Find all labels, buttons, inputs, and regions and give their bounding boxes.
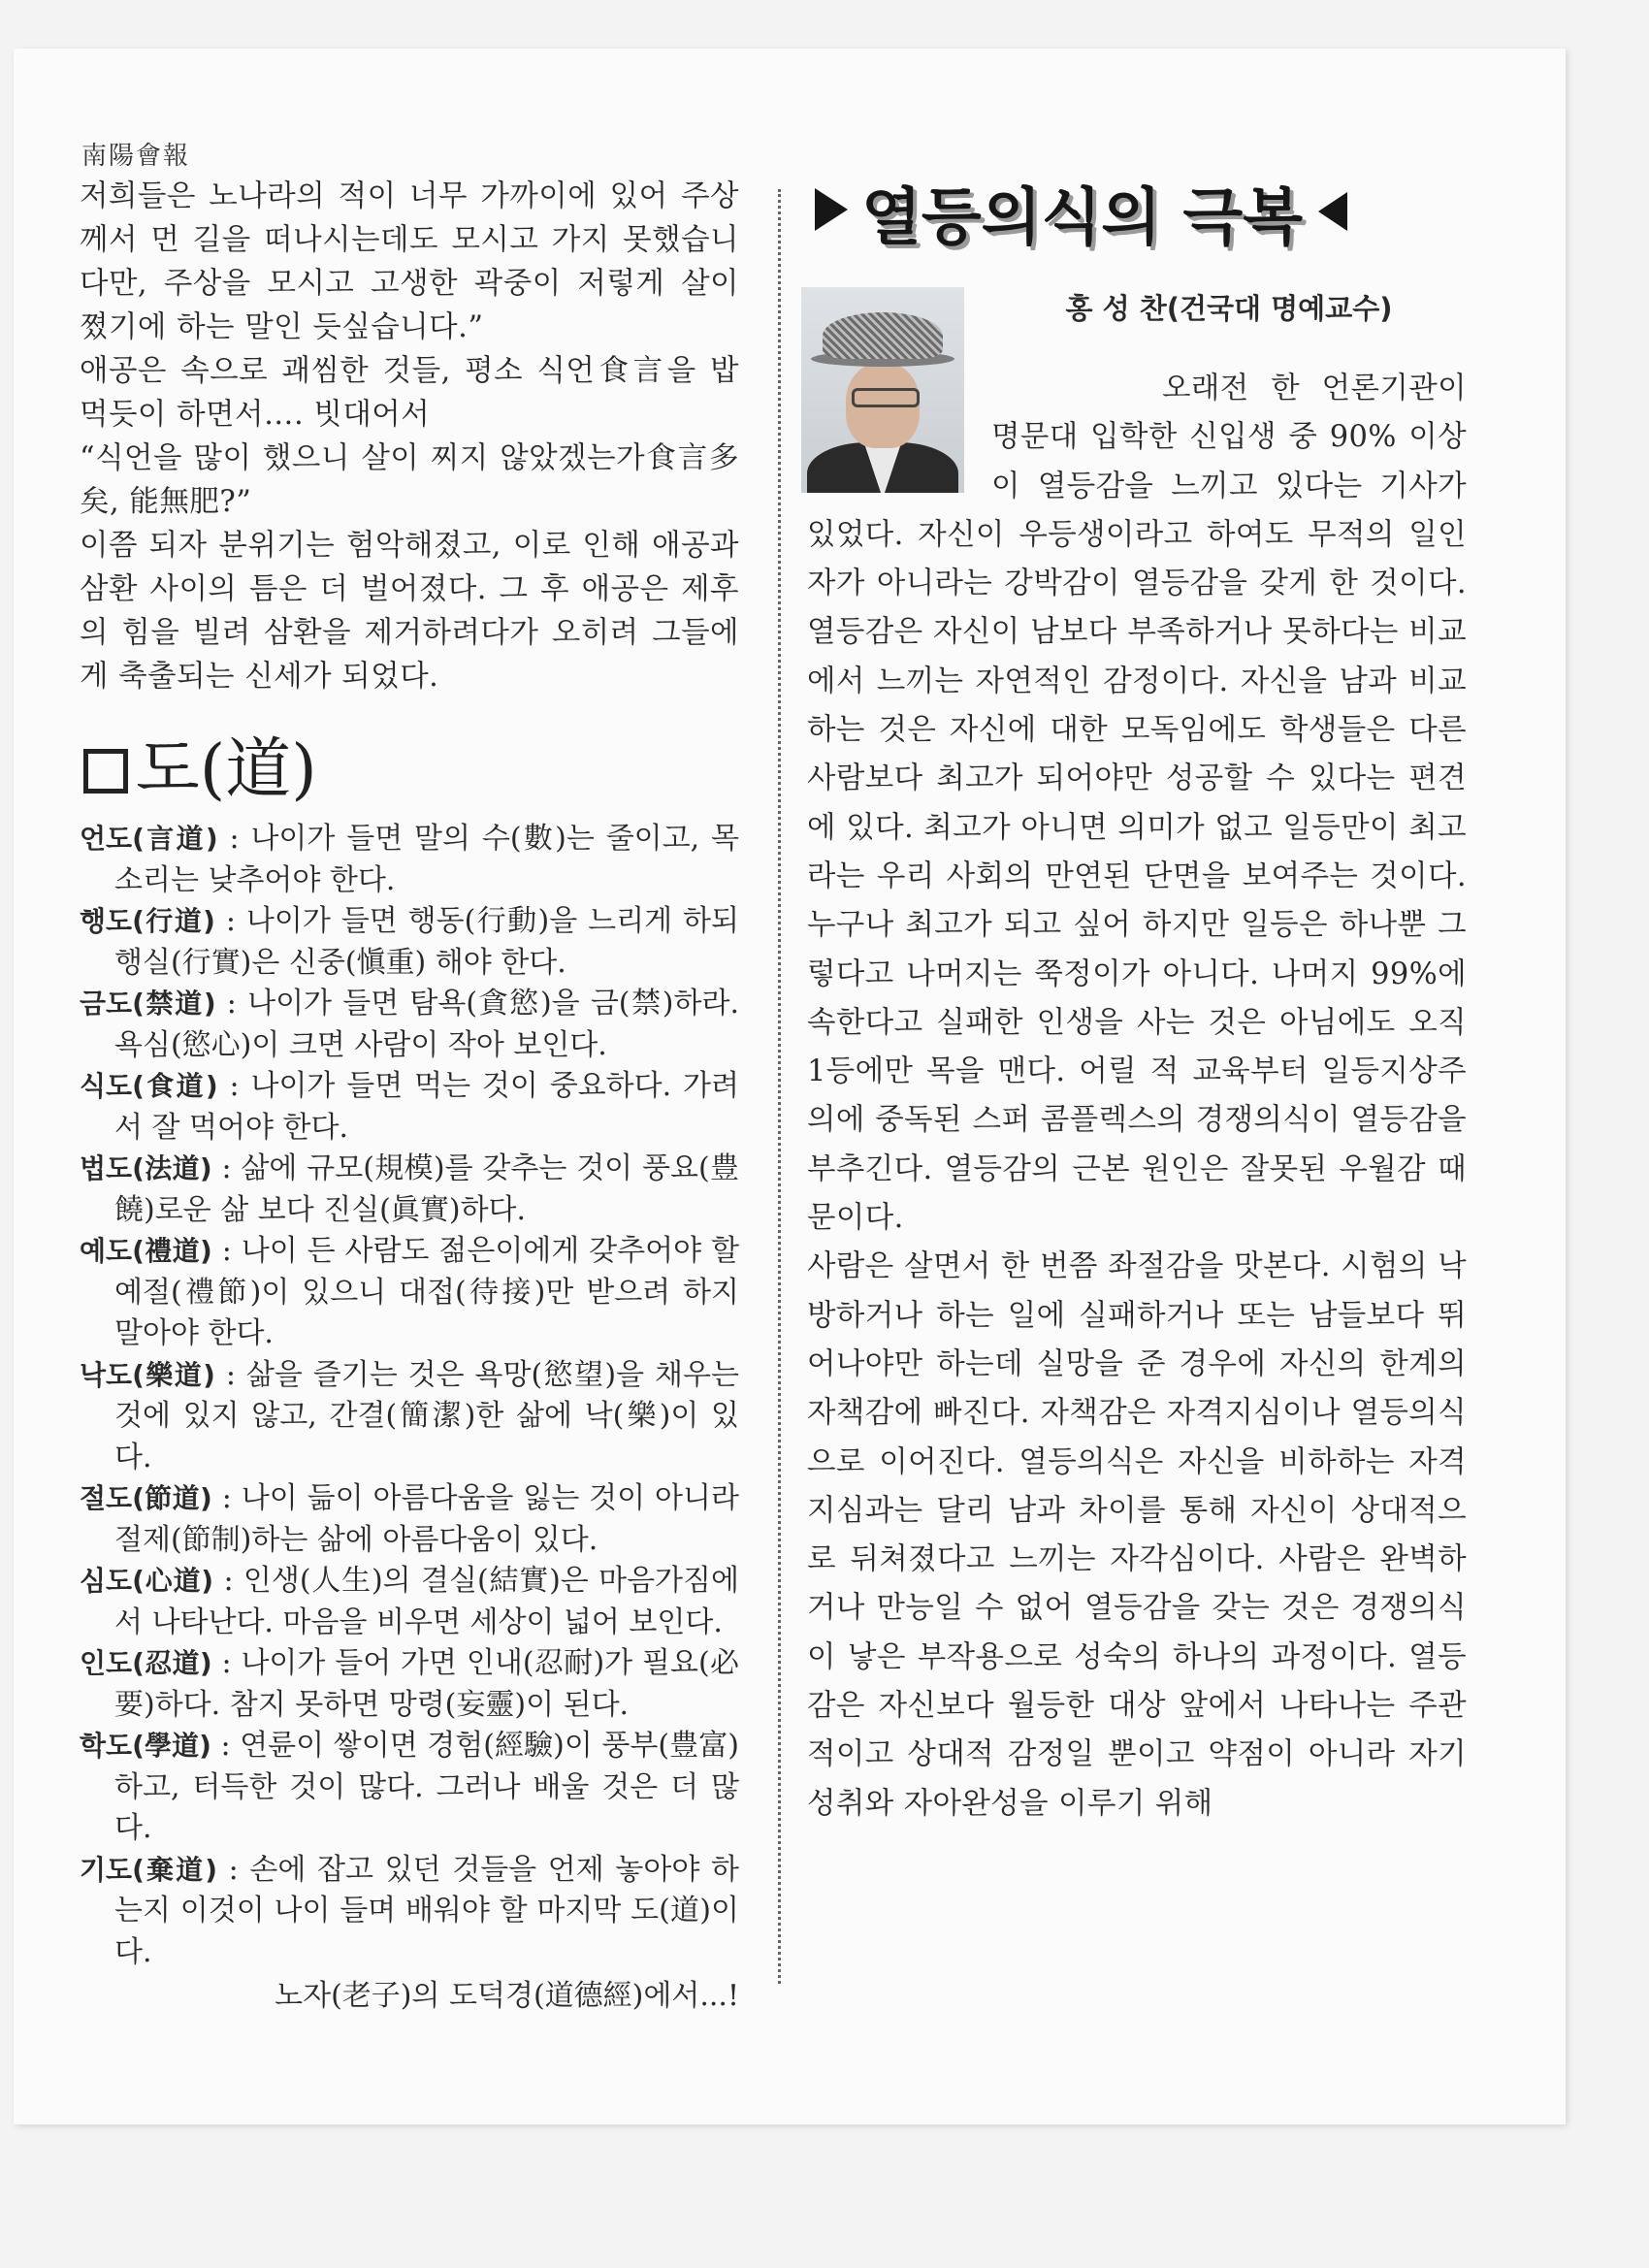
dao-text: : 연륜이 쌓이면 경험(經驗)이 풍부(豊富)하고, 터득한 것이 많다. 그러나 배울 것은 더 많다. [114, 1729, 739, 1845]
triangle-left-icon [1318, 192, 1347, 231]
triangle-right-icon [815, 188, 848, 231]
dao-item [80, 1149, 739, 1231]
dao-item [80, 1066, 739, 1149]
headline-text: 열등의식의 극복 [861, 182, 1304, 254]
dao-item [80, 1643, 739, 1726]
dao-text: : 나이가 들면 탐욕(貪慾)을 금(禁)하라. 욕심(慾心)이 크면 사람이 작아 보인다. [114, 987, 739, 1062]
dao-item [80, 901, 739, 984]
intro-paragraph-1: 저희들은 노나라의 적이 너무 가까이에 있어 주상께서 먼 길을 떠나시는데도 모시고 가지 못했습니다만, 주상을 모시고 고생한 곽중이 저렇게 살이 쪘기에 하는 말인 듯싶습니다.” [80, 179, 739, 344]
dao-text: : 삶을 즐기는 것은 욕망(慾望)을 채우는 것에 있지 않고, 간결(簡潔)한 삶에 낙(樂)이 있다. [114, 1357, 739, 1474]
dao-term: 심도(心道) [80, 1565, 214, 1597]
dao-term: 식도(食道) [80, 1070, 218, 1102]
dao-term: 낙도(樂道) [80, 1358, 215, 1391]
dao-item [80, 1850, 739, 1974]
dao-text: : 나이가 들면 행동(行動)을 느리게 하되 행실(行實)은 신중(愼重) 해야 한다. [114, 904, 739, 980]
dao-text: : 나이가 들면 먹는 것이 중요하다. 가려서 잘 먹어야 한다. [114, 1069, 739, 1145]
author-photo [801, 287, 964, 493]
dao-term: 행도(行道) [80, 905, 215, 937]
section-title [83, 731, 739, 809]
article-paragraph-1: 오래전 한 언론기관이 명문대 입학한 신입생 중 90% 이상이 열등감을 느끼고 있다는 기사가 있었다. 자신이 우등생이라고 하여도 무적의 일인자가 아니라는 강박감이 열등감을 갖게 한 것이다. 열등감은 자신이 남보다 부족하거나 못하다는 비교에서 느끼는 자연적인 감정이다. 자신을 남과 비교하는 것은 자신에 대한 모독임에도 학생들은 다른 사람보다 최고가 되어야만 성공할 수 있다는 편견에 있다. 최고가 아니면 의미가 없고 일등만이 최고라는 우리 사회의 만연된 단면을 보여주는 것이다. 누구나 최고가 되고 싶어 하지만 일등은 하나뿐 그렇다고 나머지는 쭉정이가 아니다. 나머지 99%에 속한다고 실패한 인생을 사는 것은 아님에도 오직 1등에만 목을 맨다. 어릴 적 교육부터 일등지상주의에 중독된 스퍼 콤플렉스의 경쟁의식이 열등감을 부추긴다. 열등감의 근본 원인은 잘못된 우월감 때문이다. [807, 372, 1467, 1236]
dao-term: 금도(禁道) [80, 988, 216, 1020]
dao-text: : 삶에 규모(規模)를 갖추는 것이 풍요(豊饒)로운 삶 보다 진실(眞實)하다. [114, 1151, 739, 1227]
intro-paragraph-4: 이쯤 되자 분위기는 험악해졌고, 이로 인해 애공과 삼환 사이의 틈은 더 벌어졌다. 그 후 애공은 제후의 힘을 빌려 삼환을 제거하려다가 오히려 그들에게 축출되는 신세가 되었다. [80, 529, 739, 694]
dao-item [80, 1561, 739, 1643]
dao-text: : 손에 잡고 있던 것들을 언제 놓아야 하는지 이것이 나이 들며 배워야 할 마지막 도(道)이다. [114, 1852, 739, 1969]
left-column [80, 175, 739, 2018]
source-citation: 노자(老子)의 도덕경(道德經)에서...! [275, 1979, 739, 2013]
dao-item [80, 1231, 739, 1355]
dao-term: 절도(節道) [80, 1482, 212, 1514]
dao-item [80, 984, 739, 1066]
dao-item [80, 1355, 739, 1479]
dao-term: 법도(法道) [80, 1152, 212, 1184]
dao-item [80, 1726, 739, 1850]
dao-item [80, 1478, 739, 1561]
masthead: 南陽會報 [81, 142, 191, 171]
dao-item [80, 819, 739, 901]
dao-text: : 나이 듦이 아름다움을 잃는 것이 아니라 절제(節制)하는 삶에 아름다움이 있다. [114, 1481, 739, 1557]
dao-term: 기도(棄道) [80, 1853, 218, 1886]
dao-text: : 나이 든 사람도 젊은이에게 갖추어야 할 예절(禮節)이 있으니 대접(待接)만 받으려 하지 말아야 한다. [114, 1234, 739, 1350]
article-paragraph-2: 사람은 살면서 한 번쯤 좌절감을 맛본다. 시험의 낙방하거나 하는 일에 실패하거나 또는 남들보다 뛰어나야만 하는데 실망을 준 경우에 자신의 한계의 자책감에 빠진다. 자책감은 자격지심이나 열등의식으로 이어진다. 열등의식은 자신을 비하하는 자격지심과는 달리 남과 차이를 통해 자신이 상대적으로 뒤쳐졌다고 느끼는 자각심이다. 사람은 완벽하거나 만능일 수 없어 열등감을 갖는 것은 경쟁의식이 낳은 부작용으로 성숙의 하나의 과정이다. 열등감은 자신보다 월등한 대상 앞에서 나타나는 주관적이고 상대적 감정일 뿐이고 약점이 아니라 자기성취와 자아완성을 이루기 위해 [807, 1249, 1467, 1821]
dao-text: : 인생(人生)의 결실(結實)은 마음가짐에서 나타난다. 마음을 비우면 세상이 넓어 보인다. [114, 1564, 739, 1639]
intro-paragraph-3: “식언을 많이 했으니 살이 찌지 않았겠는가食言多矣, 能無肥?” [80, 441, 739, 519]
right-column [807, 175, 1467, 1829]
dao-term: 학도(學道) [80, 1730, 211, 1762]
dao-list [80, 819, 739, 1973]
square-bullet-icon [83, 749, 128, 794]
dao-term: 언도(言道) [80, 823, 218, 855]
dao-term: 인도(忍道) [80, 1647, 212, 1679]
dao-text: : 나이가 들어 가면 인내(忍耐)가 필요(必要)하다. 참지 못하면 망령(妄靈)이 된다. [114, 1646, 739, 1722]
author-byline: 홍 성 찬(건국대 명예교수) [1065, 292, 1393, 325]
column-divider [778, 189, 781, 1984]
section-title-text: 도(道) [136, 731, 317, 808]
article-headline [815, 175, 1467, 262]
dao-text: : 나이가 들면 말의 수(數)는 줄이고, 목소리는 낮추어야 한다. [114, 822, 739, 897]
dao-term: 예도(禮道) [80, 1235, 212, 1267]
intro-paragraph-2: 애공은 속으로 괘씸한 것들, 평소 식언食言을 밥 먹듯이 하면서…. 빗대어서 [80, 354, 739, 432]
